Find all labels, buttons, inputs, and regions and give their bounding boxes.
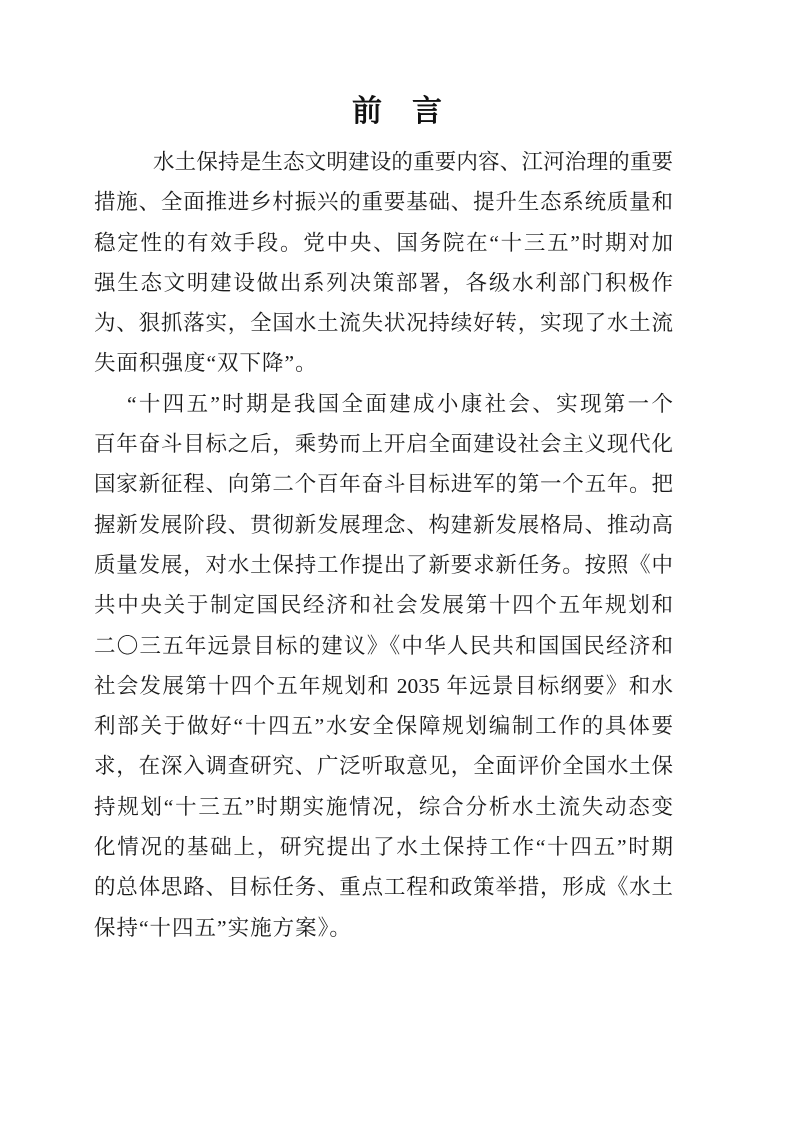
paragraph-2 bbox=[94, 384, 673, 948]
page-title: 前 言 bbox=[352, 95, 442, 128]
text-line: 化情况的基础上，研究提出了水土保持工作“十四五”时期 bbox=[94, 835, 673, 860]
text-line: 二〇三五年远景目标的建议》《中华人民共和国国民经济和 bbox=[94, 633, 673, 658]
text-line: 质量发展，对水土保持工作提出了新要求新任务。按照《中 bbox=[94, 552, 673, 577]
text-line: 强生态文明建设做出系列决策部署，各级水利部门积极作 bbox=[94, 270, 673, 295]
text-line: “十四五”时期是我国全面建成小康社会、实现第一个 bbox=[127, 391, 673, 416]
text-line: 利部关于做好“十四五”水安全保障规划编制工作的具体要 bbox=[94, 714, 673, 739]
text-line: 稳定性的有效手段。党中央、国务院在“十三五”时期对加 bbox=[94, 230, 673, 255]
document-body bbox=[94, 142, 673, 948]
text-line: 社会发展第十四个五年规划和 2035 年远景目标纲要》和水 bbox=[94, 673, 673, 698]
text-line: 为、狠抓落实，全国水土流失状况持续好转，实现了水土流 bbox=[94, 311, 673, 336]
text-line: 水土保持是生态文明建设的重要内容、江河治理的重要 bbox=[153, 150, 673, 174]
paragraph-1 bbox=[94, 142, 673, 384]
text-line: 握新发展阶段、贯彻新发展理念、构建新发展格局、推动高 bbox=[94, 512, 673, 537]
text-line: 国家新征程、向第二个百年奋斗目标进军的第一个五年。把 bbox=[94, 472, 673, 497]
text-line: 共中央关于制定国民经济和社会发展第十四个五年规划和 bbox=[94, 593, 673, 618]
text-line: 失面积强度“双下降”。 bbox=[94, 351, 318, 376]
text-line: 保持“十四五”实施方案》。 bbox=[94, 915, 352, 940]
text-line: 的总体思路、目标任务、重点工程和政策举措，形成《水土 bbox=[94, 875, 673, 900]
text-line: 措施、全面推进乡村振兴的重要基础、提升生态系统质量和 bbox=[94, 190, 673, 215]
text-line: 百年奋斗目标之后，乘势而上开启全面建设社会主义现代化 bbox=[94, 432, 673, 457]
text-line: 持规划“十三五”时期实施情况，综合分析水土流失动态变 bbox=[94, 794, 673, 819]
text-line: 求，在深入调查研究、广泛听取意见，全面评价全国水土保 bbox=[94, 754, 673, 779]
